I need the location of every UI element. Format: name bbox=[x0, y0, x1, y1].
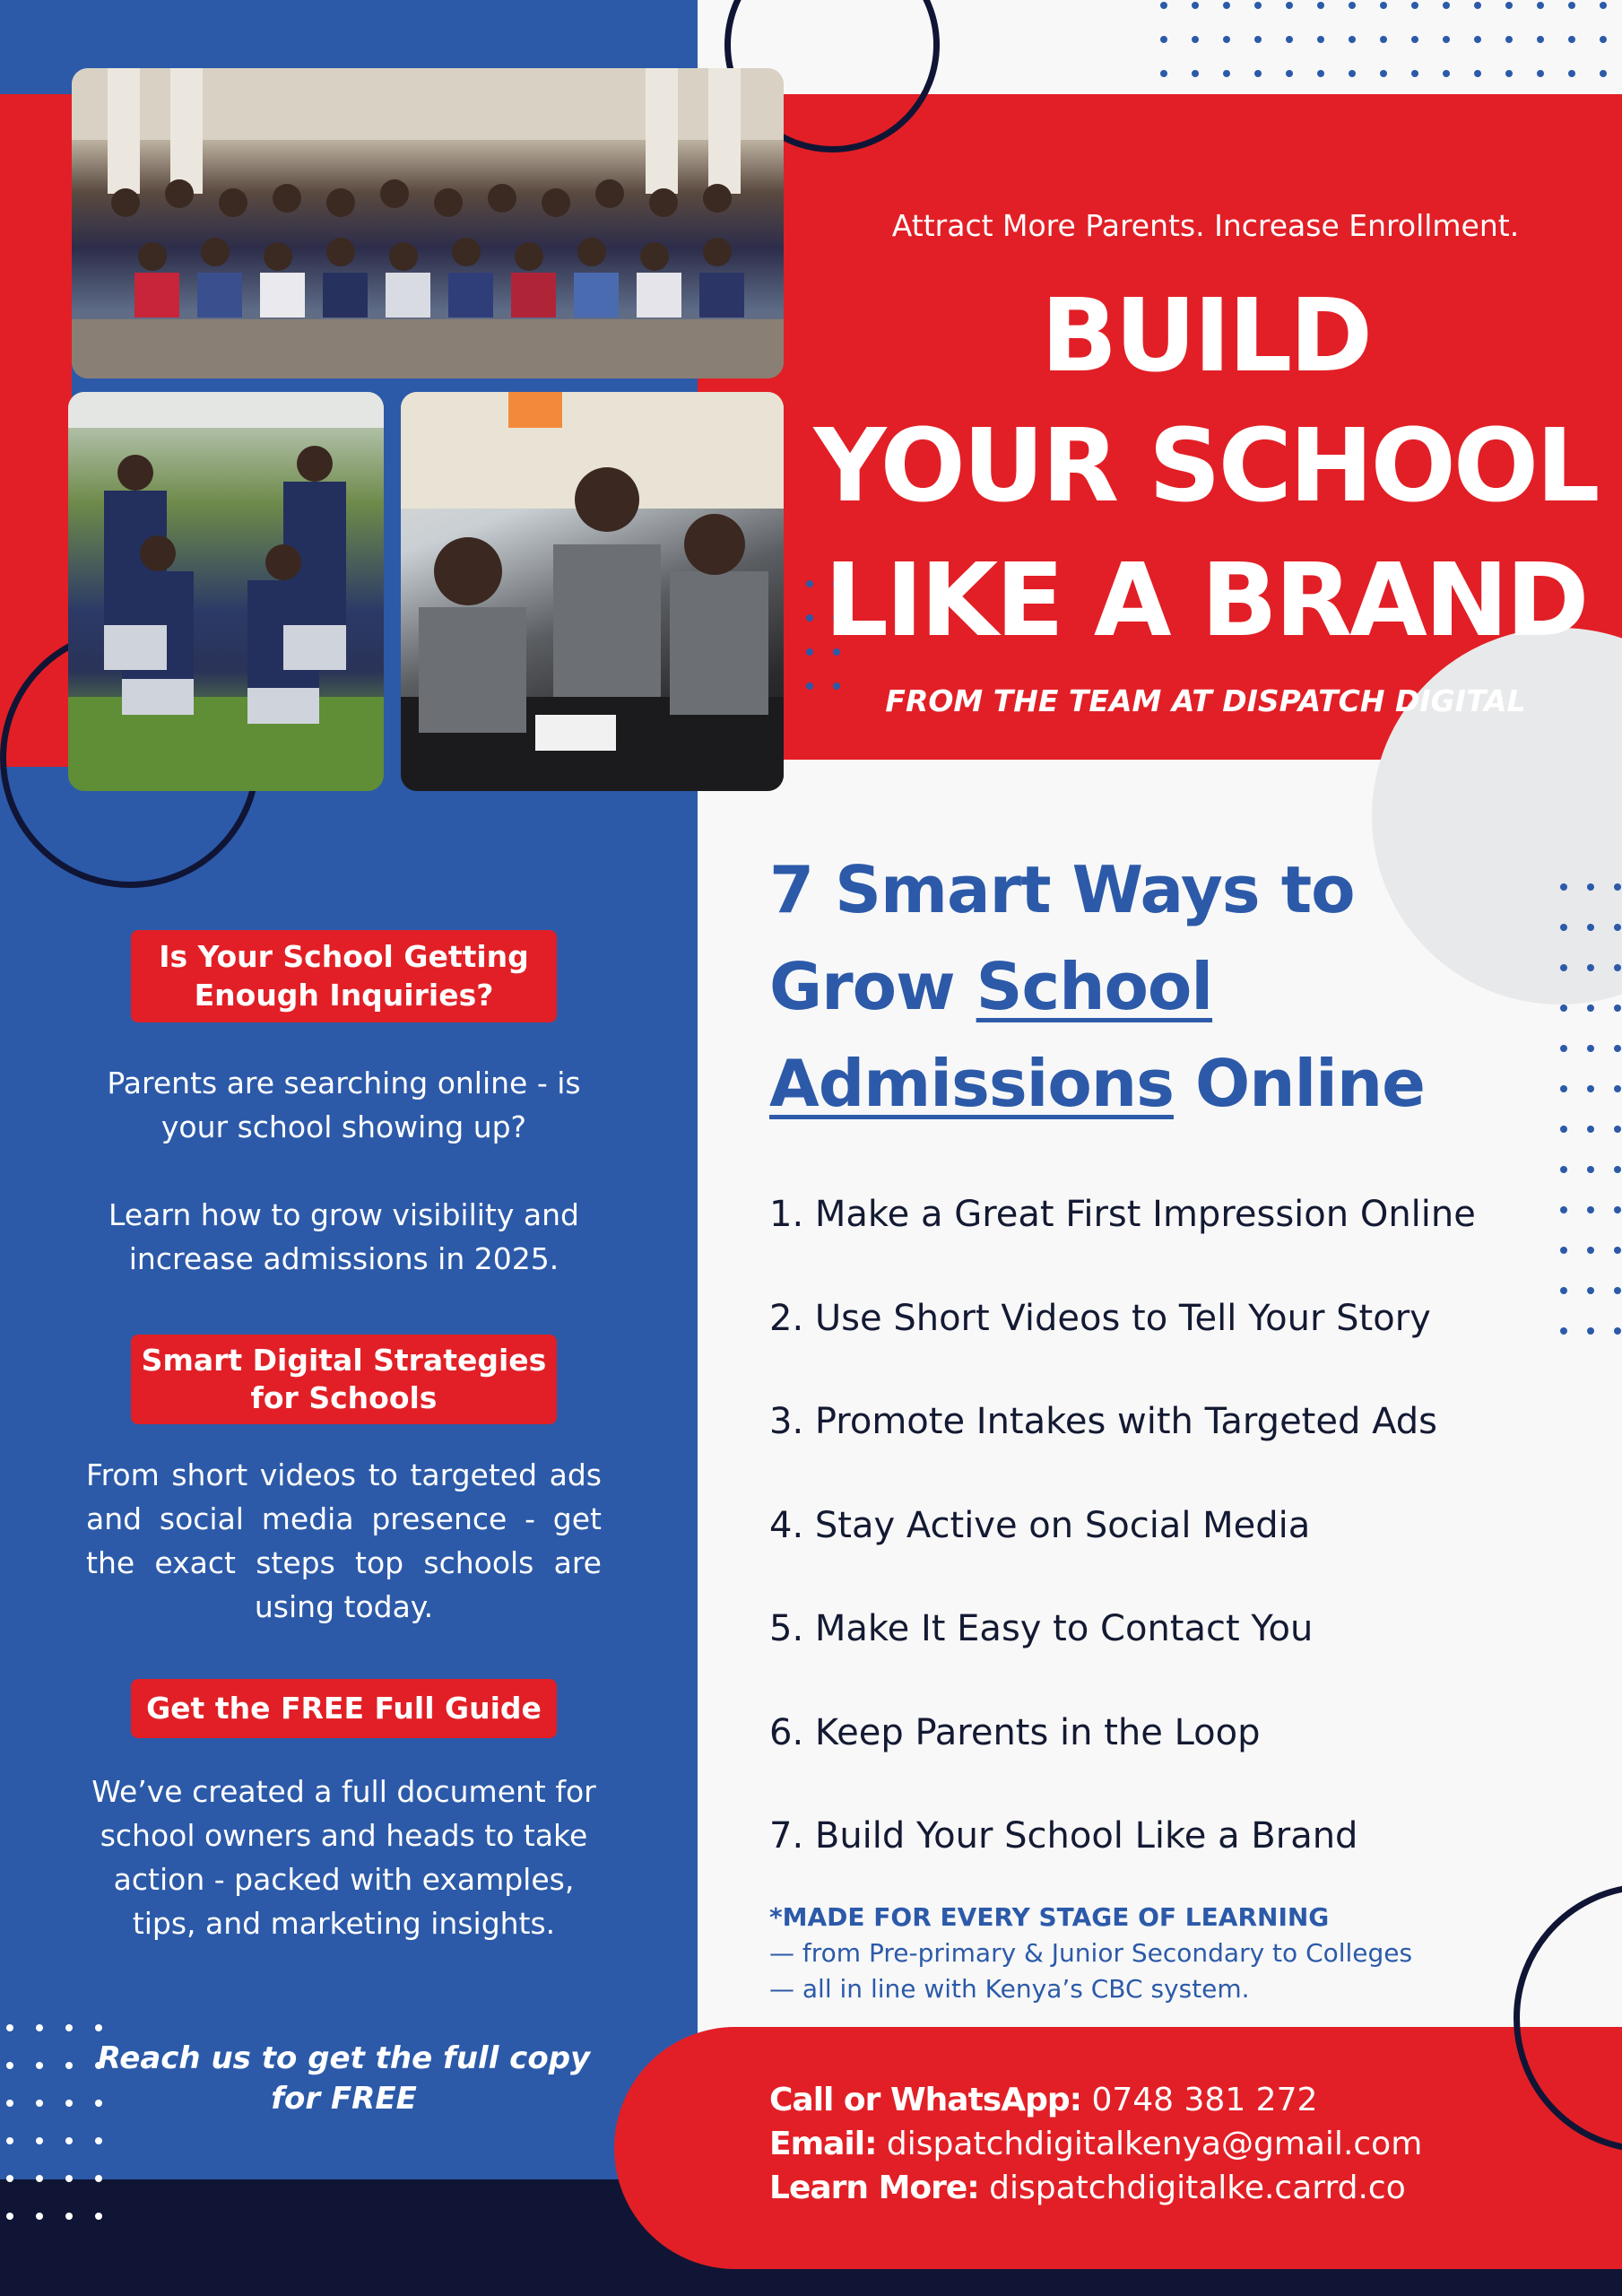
decorative-dot bbox=[65, 2213, 73, 2220]
decorative-dot bbox=[1587, 1166, 1594, 1173]
decorative-dot bbox=[1254, 36, 1262, 43]
list-item: 3. Promote Intakes with Targeted Ads bbox=[769, 1401, 1437, 1442]
decorative-dot bbox=[6, 2100, 13, 2107]
decorative-dot bbox=[1587, 1004, 1594, 1012]
decorative-dot bbox=[1614, 1287, 1621, 1294]
decorative-dot bbox=[36, 2137, 43, 2144]
decorative-dot bbox=[6, 2024, 13, 2031]
decorative-dot bbox=[1587, 1085, 1594, 1092]
ways-heading bbox=[769, 841, 1558, 1132]
paragraph-searching: Parents are searching online - is your school showing up? bbox=[107, 1065, 581, 1144]
decorative-dot bbox=[95, 2175, 102, 2182]
decorative-dot bbox=[36, 2213, 43, 2220]
decorative-dot bbox=[65, 2062, 73, 2069]
decorative-dot bbox=[1568, 2, 1575, 9]
decorative-dot bbox=[1560, 924, 1567, 931]
decorative-dot bbox=[1474, 70, 1481, 77]
contact-block bbox=[769, 2078, 1594, 2210]
decorative-dot bbox=[1380, 2, 1387, 9]
decorative-dot bbox=[1411, 70, 1418, 77]
decorative-dot bbox=[6, 2062, 13, 2069]
decorative-dot bbox=[1349, 36, 1356, 43]
decorative-dot bbox=[1474, 36, 1481, 43]
headline-line-1: BUILD bbox=[1040, 278, 1371, 395]
decorative-dot bbox=[1254, 2, 1262, 9]
decorative-dot bbox=[1505, 70, 1513, 77]
decorative-dot bbox=[65, 2175, 73, 2182]
decorative-dot bbox=[1614, 924, 1621, 931]
decorative-dot bbox=[1349, 70, 1356, 77]
decorative-dot bbox=[1587, 1247, 1594, 1254]
students-group-photo bbox=[72, 68, 784, 378]
decorative-dot bbox=[1614, 1327, 1621, 1335]
decorative-dot bbox=[1223, 36, 1230, 43]
list-item: 4. Stay Active on Social Media bbox=[769, 1504, 1311, 1546]
decorative-dot bbox=[1160, 36, 1167, 43]
decorative-dot bbox=[36, 2100, 43, 2107]
decorative-dot bbox=[1192, 36, 1199, 43]
note-title: *MADE FOR EVERY STAGE OF LEARNING bbox=[769, 1902, 1330, 1932]
decorative-dot bbox=[1411, 2, 1418, 9]
decorative-dot bbox=[65, 2100, 73, 2107]
decorative-dot bbox=[1568, 36, 1575, 43]
dot-pattern-top-right bbox=[1160, 2, 1607, 77]
decorative-dot bbox=[1614, 1206, 1621, 1213]
decorative-dot bbox=[1568, 70, 1575, 77]
contact-website[interactable] bbox=[769, 2166, 1594, 2210]
contact-website-value: dispatchdigitalke.carrd.co bbox=[978, 2170, 1406, 2206]
decorative-dot bbox=[1587, 883, 1594, 891]
decorative-dot bbox=[1600, 2, 1607, 9]
decorative-dot bbox=[1587, 1045, 1594, 1052]
ways-list bbox=[769, 1189, 1576, 1915]
decorative-dot bbox=[1537, 70, 1544, 77]
decorative-dot bbox=[1587, 1327, 1594, 1335]
paragraph-guide: We’ve created a full document for school owners and heads to take action - packed with examples, tips, and marketing insights. bbox=[91, 1774, 596, 1941]
decorative-dot bbox=[1317, 36, 1324, 43]
decorative-dot bbox=[1286, 2, 1293, 9]
tagline: Attract More Parents. Increase Enrollment. bbox=[891, 208, 1520, 243]
decorative-dot bbox=[1587, 924, 1594, 931]
decorative-dot bbox=[1614, 1166, 1621, 1173]
list-item: 2. Use Short Videos to Tell Your Story bbox=[769, 1297, 1431, 1339]
decorative-dot bbox=[1223, 2, 1230, 9]
decorative-dot bbox=[1614, 1247, 1621, 1254]
decorative-dot bbox=[1317, 2, 1324, 9]
decorative-dot bbox=[1380, 70, 1387, 77]
decorative-dot bbox=[1587, 1126, 1594, 1133]
decorative-dot bbox=[1505, 2, 1513, 9]
decorative-dot bbox=[6, 2137, 13, 2144]
decorative-dot bbox=[1614, 964, 1621, 971]
decorative-dot bbox=[36, 2024, 43, 2031]
reach-us-call-to-action: Reach us to get the full copy for FREE bbox=[97, 2040, 591, 2117]
headline-line-2: YOUR SCHOOL bbox=[813, 408, 1598, 525]
decorative-dot bbox=[1254, 70, 1262, 77]
decorative-dot bbox=[1560, 1166, 1567, 1173]
decorative-dot bbox=[1160, 70, 1167, 77]
decorative-dot bbox=[1286, 70, 1293, 77]
decorative-dot bbox=[6, 2175, 13, 2182]
decorative-dot bbox=[1614, 1126, 1621, 1133]
decorative-dot bbox=[1560, 1004, 1567, 1012]
note-line: — all in line with Kenya’s CBC system. bbox=[769, 1974, 1250, 2004]
decorative-dot bbox=[95, 2024, 102, 2031]
decorative-dot bbox=[1443, 2, 1450, 9]
decorative-dot bbox=[36, 2175, 43, 2182]
decorative-dot bbox=[1443, 70, 1450, 77]
decorative-dot bbox=[1560, 1085, 1567, 1092]
contact-phone[interactable] bbox=[769, 2078, 1594, 2122]
decorative-dot bbox=[1614, 883, 1621, 891]
decorative-dot bbox=[1537, 36, 1544, 43]
decorative-dot bbox=[1317, 70, 1324, 77]
decorative-dot bbox=[65, 2137, 73, 2144]
badge-strategies: Smart Digital Strategies for Schools bbox=[131, 1335, 557, 1424]
learning-stage-note bbox=[769, 1900, 1576, 2007]
list-item: 1. Make a Great First Impression Online bbox=[769, 1194, 1476, 1235]
ways-heading-admissions: Admissions bbox=[769, 1046, 1174, 1121]
ways-heading-line1: 7 Smart Ways to bbox=[769, 852, 1355, 927]
ways-heading-grow: Grow bbox=[769, 949, 976, 1024]
list-item: 5. Make It Easy to Contact You bbox=[769, 1608, 1314, 1649]
decorative-dot bbox=[95, 2137, 102, 2144]
decorative-dot bbox=[1600, 36, 1607, 43]
list-item: 6. Keep Parents in the Loop bbox=[769, 1711, 1261, 1753]
byline: FROM THE TEAM AT DISPATCH DIGITAL bbox=[885, 683, 1526, 718]
decorative-dot bbox=[1560, 883, 1567, 891]
contact-email-label: Email: bbox=[769, 2126, 877, 2162]
decorative-dot bbox=[1537, 2, 1544, 9]
ways-heading-school: School bbox=[976, 949, 1213, 1024]
students-in-uniform-photo bbox=[68, 392, 384, 791]
decorative-dot bbox=[1223, 70, 1230, 77]
decorative-dot bbox=[1587, 964, 1594, 971]
decorative-dot bbox=[1587, 1206, 1594, 1213]
decorative-dot bbox=[1560, 1126, 1567, 1133]
decorative-dot bbox=[1160, 2, 1167, 9]
decorative-dot bbox=[1349, 2, 1356, 9]
decorative-dot bbox=[1560, 964, 1567, 971]
decorative-dot bbox=[95, 2213, 102, 2220]
decorative-dot bbox=[1560, 1045, 1567, 1052]
list-item: 7. Build Your School Like a Brand bbox=[769, 1815, 1358, 1857]
paragraph-strategies: From short videos to targeted ads and social media presence - get the exact steps top schools are using today. bbox=[86, 1457, 602, 1624]
note-line: — from Pre-primary & Junior Secondary to Colleges bbox=[769, 1938, 1413, 1968]
headline-line-3: LIKE A BRAND bbox=[824, 543, 1587, 659]
decorative-dot bbox=[1614, 1045, 1621, 1052]
ways-heading-online: Online bbox=[1173, 1046, 1425, 1121]
decorative-dot bbox=[6, 2213, 13, 2220]
decorative-dot bbox=[1443, 36, 1450, 43]
decorative-dot bbox=[1192, 2, 1199, 9]
decorative-dot bbox=[1411, 36, 1418, 43]
decorative-dot bbox=[1614, 1085, 1621, 1092]
decorative-dot bbox=[1600, 70, 1607, 77]
badge-free-guide: Get the FREE Full Guide bbox=[131, 1679, 557, 1738]
contact-email-value: dispatchdigitalkenya@gmail.com bbox=[876, 2126, 1423, 2162]
decorative-dot bbox=[36, 2062, 43, 2069]
contact-phone-label: Call or WhatsApp: bbox=[769, 2082, 1082, 2118]
decorative-dot bbox=[1286, 36, 1293, 43]
decorative-dot bbox=[1505, 36, 1513, 43]
decorative-dot bbox=[1474, 2, 1481, 9]
decorative-dot bbox=[1587, 1287, 1594, 1294]
paragraph-learn: Learn how to grow visibility and increase admissions in 2025. bbox=[108, 1197, 579, 1276]
contact-website-label: Learn More: bbox=[769, 2170, 979, 2206]
contact-phone-value: 0748 381 272 bbox=[1081, 2082, 1318, 2118]
contact-email[interactable] bbox=[769, 2122, 1594, 2166]
decorative-dot bbox=[1380, 36, 1387, 43]
decorative-dot bbox=[1614, 1004, 1621, 1012]
decorative-dot bbox=[1192, 70, 1199, 77]
classroom-photo bbox=[401, 392, 784, 791]
decorative-dot bbox=[65, 2024, 73, 2031]
badge-inquiries: Is Your School Getting Enough Inquiries? bbox=[131, 930, 557, 1022]
